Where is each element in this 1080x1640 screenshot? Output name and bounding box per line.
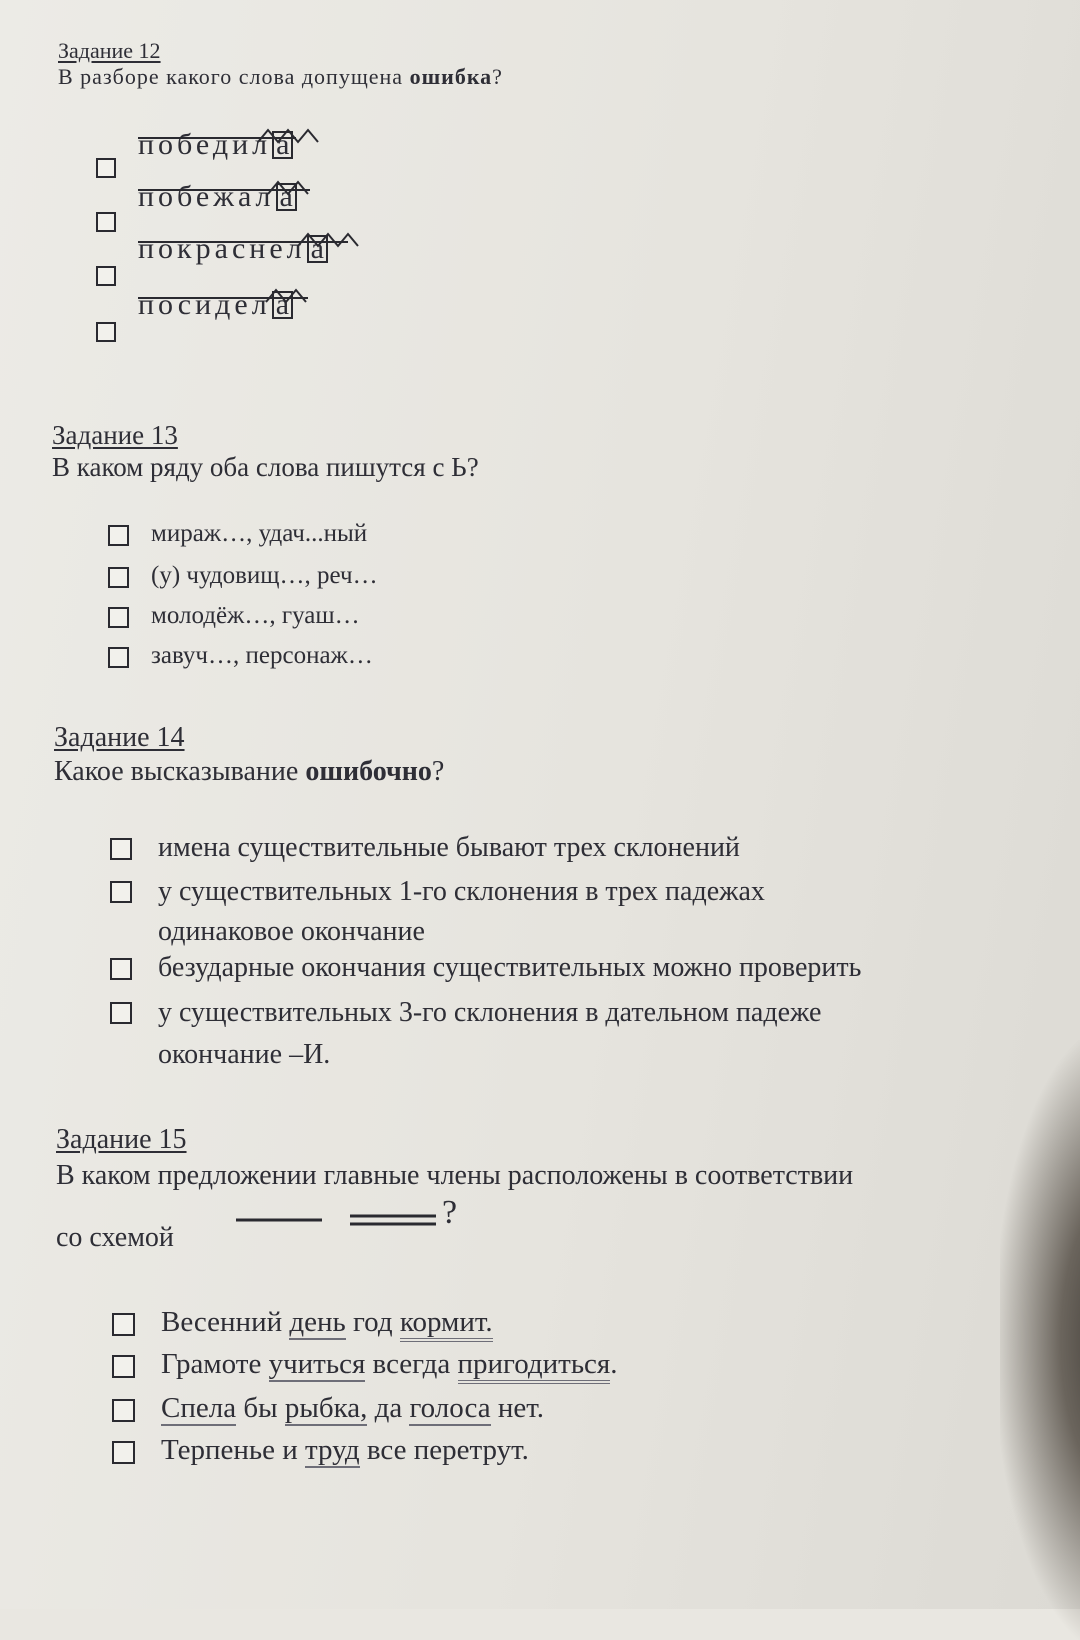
word-stem: победил [138,128,272,161]
task-14-title: Задание 14 [54,722,185,753]
word-ending: а [307,235,328,263]
option-line-1: у существительных 3-го склонения в дательном падеже [158,997,822,1028]
task-15-option-3[interactable] [112,1392,544,1425]
task-14-option-4-checkbox[interactable] [110,1002,132,1024]
task-13-question: В каком ряду оба слова пишутся с Ь? [52,452,479,482]
sentence-subject: труд [305,1434,360,1466]
task-15-option-4[interactable] [112,1434,529,1467]
task-13-option-2[interactable] [108,562,378,590]
word-stem: побежал [138,180,275,213]
sentence-part: и [275,1434,306,1466]
task-15-option-2-checkbox[interactable] [112,1355,135,1378]
task-15-option-2[interactable] [112,1348,618,1381]
sentence-predicate: Спела [161,1392,237,1424]
task-12-question-text: В разборе какого слова допущена [58,64,410,89]
task-14-option-1[interactable] [110,832,740,864]
task-15-option-1-label [161,1306,493,1339]
task-12-option-3-word [138,232,328,266]
task-14-question [54,756,444,788]
morpheme-marks-icon [138,232,378,252]
task-14-option-4[interactable] [110,992,821,1076]
option-line-1: у существительных 1-го склонения в трех падежах [158,876,765,907]
task-15-option-1[interactable] [112,1306,493,1339]
task-13-title: Задание 13 [52,420,178,450]
task-13-option-3[interactable] [108,602,360,630]
task-14-option-3-checkbox[interactable] [110,958,132,980]
task-14-question-end: ? [431,756,445,787]
word-ending: а [272,131,293,159]
sentence-subject: рыбка, [284,1392,368,1424]
sentence-part: да [367,1392,410,1424]
sentence-part: нет. [490,1392,544,1424]
task-12-option-4-word [138,288,293,322]
task-12-question [58,64,503,90]
morpheme-marks-icon [138,128,338,148]
task-15-option-3-label [161,1392,544,1425]
task-14-option-1-checkbox[interactable] [110,838,132,860]
sentence-predicate: кормит. [400,1306,493,1342]
task-13-option-1[interactable] [108,520,367,548]
task-14-option-2-checkbox[interactable] [110,881,132,903]
task-13-option-2-checkbox[interactable] [108,567,129,588]
task-13-option-4-checkbox[interactable] [108,647,129,668]
subject-predicate-scheme [230,1194,490,1245]
page-shadow [1000,1040,1080,1640]
task-13-option-3-checkbox[interactable] [108,607,129,628]
task-15-option-3-checkbox[interactable] [112,1399,135,1422]
task-13-option-1-label: мираж…, удач...ный [151,520,368,547]
task-12-option-2-word [138,180,297,214]
task-14-question-bold: ошибочно [305,756,432,787]
task-14-option-1-label [158,832,740,864]
sentence-part: все перетрут. [359,1434,529,1466]
task-12-option-1-word [138,128,293,162]
task-14-question-text: Какое высказывание [54,756,306,787]
task-13-option-1-checkbox[interactable] [108,525,129,546]
task-15-option-1-checkbox[interactable] [112,1313,135,1336]
task-13-option-4[interactable] [108,642,373,670]
task-12-title: Задание 12 [58,38,161,63]
option-line-1: имена существительные бывают трех склонений [158,832,740,863]
task-13-option-2-label: (у) чудовищ…, реч… [151,562,378,589]
task-12-option-4-checkbox[interactable] [96,322,116,342]
sentence-predicate: пригодиться [458,1348,611,1384]
task-12-option-1-checkbox[interactable] [96,158,116,178]
word-stem: посидел [138,288,271,321]
sentence-part: год [345,1306,400,1338]
option-line-2: одинаковое окончание [158,916,425,947]
sentence-part: Терпенье [161,1434,275,1466]
sentence-part: . [610,1348,618,1380]
sentence-part: Грамоте [161,1348,269,1380]
task-12-question-end: ? [492,64,503,89]
task-12-option-2-checkbox[interactable] [96,212,116,232]
task-14-option-2[interactable] [110,872,765,952]
word-ending: а [272,291,293,319]
word-stem: покраснел [138,232,306,265]
task-15-title: Задание 15 [56,1124,187,1155]
task-15-option-4-checkbox[interactable] [112,1441,135,1464]
sentence-subject: учиться [268,1348,366,1380]
option-line-1: безударные окончания существительных можно проверить [158,952,862,983]
task-15-option-4-label [161,1434,529,1467]
task-15-question-line2: со схемой [56,1222,174,1253]
task-13-option-4-label: завуч…, персонаж… [151,642,373,669]
sentence-part: всегда [365,1348,458,1380]
scheme-question-mark: ? [442,1194,458,1231]
morpheme-marks-icon [138,288,348,308]
sentence-subject: голоса [409,1392,491,1424]
task-14-option-4-label [158,992,821,1076]
word-ending: а [276,183,297,211]
task-14-option-3-label [158,952,861,984]
task-15-option-2-label [161,1348,618,1381]
task-15-question-line1: В каком предложении главные члены расположены в соответствии [56,1160,854,1191]
sentence-part: Весенний [161,1306,290,1338]
morpheme-marks-icon [138,180,338,200]
sentence-part: бы [236,1392,285,1424]
task-13-option-3-label: молодёж…, гуаш… [151,602,360,629]
task-14-option-3[interactable] [110,952,861,984]
option-line-2: окончание –И. [158,1039,331,1070]
task-12-option-3-checkbox[interactable] [96,266,116,286]
task-12-question-bold: ошибка [409,64,493,89]
task-14-option-2-label [158,872,765,952]
sentence-subject: день [289,1306,346,1338]
